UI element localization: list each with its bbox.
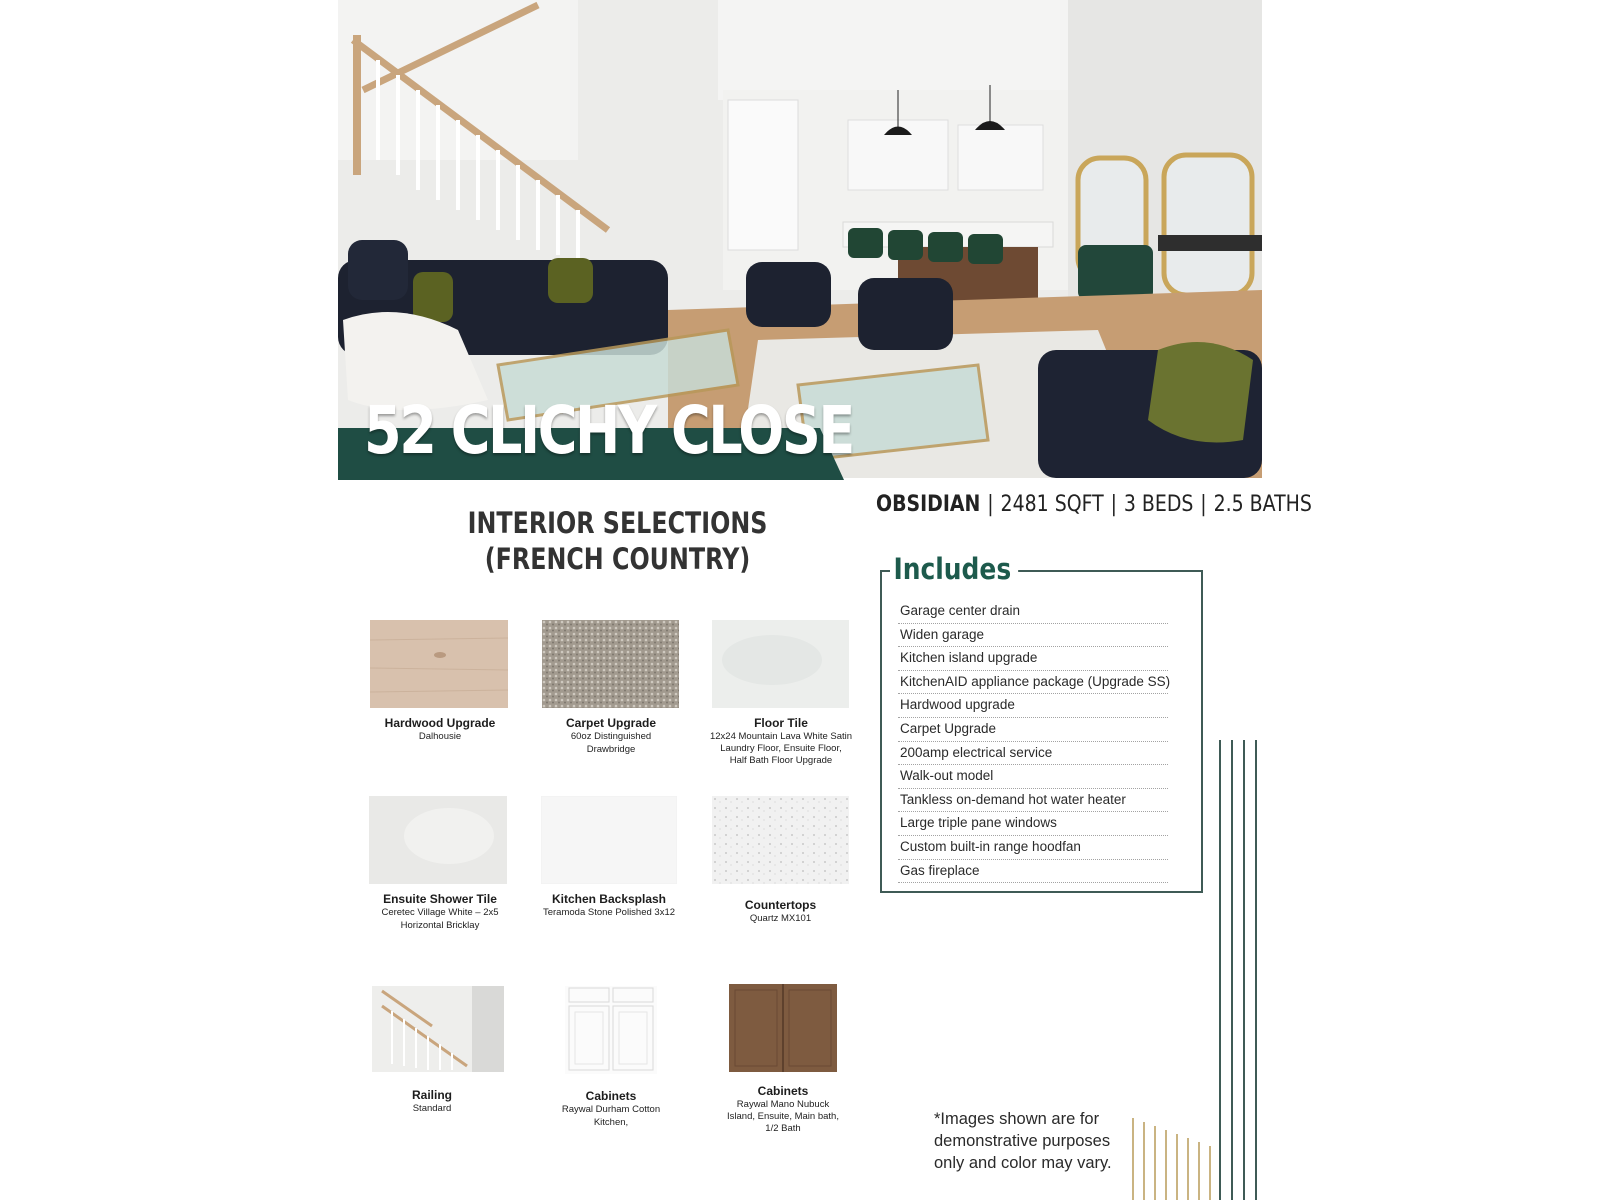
swatch-name: Railing bbox=[411, 1088, 452, 1102]
swatch-carpet bbox=[541, 620, 681, 755]
swatch-desc: Drawbridge bbox=[586, 744, 636, 755]
swatch-desc: 1/2 Bath bbox=[765, 1123, 801, 1134]
list-item: KitchenAID appliance package (Upgrade SS) bbox=[898, 671, 1168, 695]
swatch-name: Carpet Upgrade bbox=[565, 716, 657, 730]
swatch-desc: Raywal Mano Nubuck bbox=[736, 1099, 830, 1110]
walnut-cabinet-swatch-image bbox=[729, 984, 837, 1072]
swatch-name: Kitchen Backsplash bbox=[551, 892, 667, 906]
swatch-desc: Standard bbox=[412, 1103, 452, 1114]
list-item: Kitchen island upgrade bbox=[898, 647, 1168, 671]
list-item: Walk-out model bbox=[898, 765, 1168, 789]
bathroom-count: 2.5 BATHS bbox=[1213, 492, 1312, 517]
swatch-desc: Ceretec Village White – 2x5 bbox=[381, 907, 499, 918]
swatch-desc: 12x24 Mountain Lava White Satin bbox=[709, 731, 853, 742]
swatch-desc: Teramoda Stone Polished 3x12 bbox=[542, 907, 676, 918]
floor-tile-swatch-image bbox=[712, 620, 849, 708]
interior-selections-heading bbox=[430, 505, 805, 577]
list-item: Gas fireplace bbox=[898, 860, 1168, 884]
swatch-name: Floor Tile bbox=[754, 716, 808, 730]
swatch-desc: Horizontal Bricklay bbox=[400, 920, 480, 931]
swatch-name: Countertops bbox=[744, 898, 817, 912]
swatch-name: Cabinets bbox=[757, 1084, 809, 1098]
swatch-ensuite-shower-tile bbox=[368, 796, 512, 931]
swatch-cabinets-island bbox=[720, 984, 846, 1134]
swatch-desc: 60oz Distinguished bbox=[570, 731, 652, 742]
list-item: Large triple pane windows bbox=[898, 812, 1168, 836]
swatch-name: Ensuite Shower Tile bbox=[383, 892, 497, 906]
swatch-desc: Kitchen, bbox=[593, 1117, 629, 1128]
swatch-floor-tile bbox=[706, 620, 856, 765]
swatch-kitchen-backsplash bbox=[536, 796, 682, 916]
swatch-hardwood bbox=[370, 620, 510, 740]
swatch-name: Hardwood Upgrade bbox=[384, 716, 496, 730]
railing-swatch-image bbox=[372, 986, 504, 1072]
swatch-desc: Half Bath Floor Upgrade bbox=[729, 755, 833, 766]
square-footage: 2481 SQFT bbox=[1000, 492, 1104, 517]
spec-separator: | bbox=[1200, 492, 1207, 517]
swatch-countertops bbox=[712, 796, 849, 924]
includes-title: Includes bbox=[890, 552, 1018, 586]
swatch-cabinets-kitchen bbox=[546, 986, 676, 1126]
carpet-swatch-image bbox=[542, 620, 679, 708]
includes-list bbox=[898, 600, 1171, 883]
white-cabinet-swatch-image bbox=[565, 986, 657, 1074]
swatch-desc: Island, Ensuite, Main bath, bbox=[727, 1111, 839, 1122]
swatch-desc: Dalhousie bbox=[418, 731, 462, 742]
swatch-desc: Laundry Floor, Ensuite Floor, bbox=[720, 743, 842, 754]
list-item: Custom built-in range hoodfan bbox=[898, 836, 1168, 860]
shower-tile-swatch-image bbox=[369, 796, 507, 884]
list-item: Carpet Upgrade bbox=[898, 718, 1168, 742]
backsplash-swatch-image bbox=[541, 796, 677, 884]
swatch-desc: Raywal Durham Cotton bbox=[561, 1104, 661, 1115]
hardwood-swatch-image bbox=[370, 620, 508, 708]
bedroom-count: 3 BEDS bbox=[1123, 492, 1194, 517]
list-item: 200amp electrical service bbox=[898, 742, 1168, 766]
disclaimer-note: *Images shown are for demonstrative purposes only and color may vary. bbox=[934, 1110, 1112, 1172]
list-item: Hardwood upgrade bbox=[898, 694, 1168, 718]
heading-line-1: INTERIOR SELECTIONS bbox=[467, 506, 768, 540]
model-name: OBSIDIAN bbox=[876, 492, 981, 517]
countertop-swatch-image bbox=[712, 796, 849, 884]
list-item: Garage center drain bbox=[898, 600, 1168, 624]
model-specs bbox=[876, 492, 1312, 517]
heading-line-2: (FRENCH COUNTRY) bbox=[484, 542, 751, 576]
swatch-railing bbox=[372, 986, 508, 1112]
property-title: 52 CLICHY CLOSE bbox=[364, 392, 853, 469]
spec-separator: | bbox=[1110, 492, 1117, 517]
swatch-name: Cabinets bbox=[585, 1089, 637, 1103]
list-item: Widen garage bbox=[898, 624, 1168, 648]
spec-separator: | bbox=[987, 492, 994, 517]
swatch-desc: Quartz MX101 bbox=[749, 913, 812, 924]
list-item: Tankless on-demand hot water heater bbox=[898, 789, 1168, 813]
